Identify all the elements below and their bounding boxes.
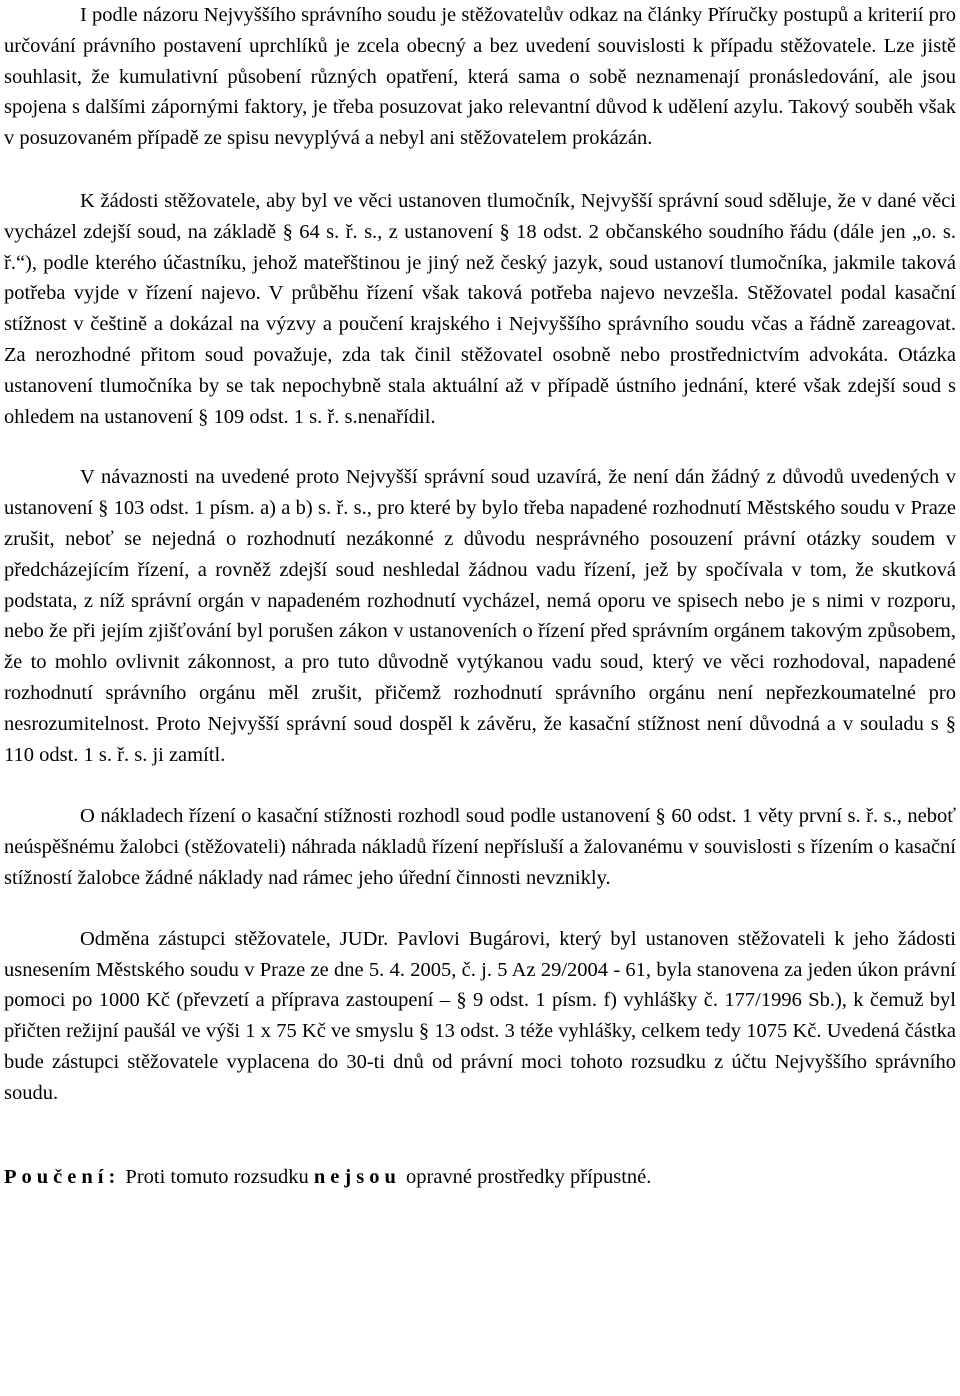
instruction-text-after: opravné prostředky přípustné. [406,1165,652,1188]
document-page [4,0,956,1192]
paragraph-attorney-fee: Odměna zástupci stěžovatele, JUDr. Pavlovi Bugárovi, který byl ustanoven stěžovateli k jeho žádosti usnesením Městského soudu v Praze ze dne 5. 4. 2005, č. j. 5 Az 29/2004 - 61, byla stanovena za jeden úkon právní pomoci po 1000 Kč (převzetí a příprava zastoupení – § 9 odst. 1 písm. f) vyhlášky č. 177/1996 Sb.), k čemuž byl přičten režijní paušál ve výši 1 x 75 Kč ve smyslu § 13 odst. 3 téže vyhlášky, celkem tedy 1075 Kč. Uvedená částka bude zástupci stěžovatele vyplacena do 30-ti dnů od právní moci tohoto rozsudku z účtu Nejvyššího správního soudu. [4,927,956,1104]
paragraph-conclusion: V návaznosti na uvedené proto Nejvyšší správní soud uzavírá, že není dán žádný z důvodů uvedených v ustanovení § 103 odst. 1 písm. a) a b) s. ř. s., pro které by bylo třeba napadené rozhodnutí Městského soudu v Praze zrušit, neboť se nejedná o rozhodnutí nezákonné z důvodu nesprávného posouzení právní otázky soudem v předcházejícím řízení, a rovněž zdejší soud neshledal žádnou vadu řízení, jež by spočívala v tom, že skutková podstata, z níž správní orgán v napadeném rozhodnutí vycházel, nemá oporu ve spisech nebo je s nimi v rozporu, nebo že při jejím zjišťování byl porušen zákon v ustanoveních o řízení před správním orgánem takovým způsobem, že to mohlo ovlivnit zákonnost, a pro tuto důvodně vytýkanou vadu soud, který ve věci rozhodoval, napadené rozhodnutí správního orgánu měl zrušit, přičemž rozhodnutí správního orgánu není nepřezkoumatelné pro nesrozumitelnost. Proto Nejvyšší správní soud dospěl k závěru, že kasační stížnost není důvodná a v souladu s § 110 odst. 1 s. ř. s. ji zamítl. [4,466,956,766]
instruction-label: Poučení: [4,1165,121,1188]
paragraph-asylum-assessment: I podle názoru Nejvyššího správního soudu je stěžovatelův odkaz na články Příručky postupů a kriterií pro určování právního postavení uprchlíků je zcela obecný a bez uvedení souvislosti k případu stěžovatele. Lze jistě souhlasit, že kumulativní působení různých opatření, která sama o sobě neznamenají pronásledování, ale jsou spojena s dalšími zápornými faktory, je třeba posuzovat jako relevantní důvod k udělení azylu. Takový souběh však v posuzovaném případě ze spisu nevyplývá a nebyl ani stěžovatelem prokázán. [4,4,956,150]
instruction-emphasis: nejsou [313,1165,401,1188]
paragraph-interpreter-request: K žádosti stěžovatele, aby byl ve věci ustanoven tlumočník, Nejvyšší správní soud sděluje, že v dané věci vycházel zdejší soud, na základě § 64 s. ř. s., z ustanovení § 18 odst. 2 občanského soudního řádu (dále jen „o. s. ř.“), podle kterého účastníku, jehož mateřštinou je jiný než český jazyk, soud ustanoví tlumočníka, jakmile taková potřeba vyjde v řízení najevo. V průběhu řízení však taková potřeba najevo nevzešla. Stěžovatel podal kasační stížnost v češtině a dokázal na výzvy a poučení krajského i Nejvyššího správního soudu včas a řádně zareagovat. Za nerozhodné přitom soud považuje, zda tak činil stěžovatel osobně nebo prostřednictvím advokáta. Otázka ustanovení tlumočníka by se tak nepochybně stala aktuální až v případě ústního jednání, které však zdejší soud s ohledem na ustanovení § 109 odst. 1 s. ř. s.nenařídil. [4,189,956,428]
paragraph-costs: O nákladech řízení o kasační stížnosti rozhodl soud podle ustanovení § 60 odst. 1 věty první s. ř. s., neboť neúspěšnému žalobci (stěžovateli) náhrada nákladů řízení nepřísluší a žalovanému v souvislosti s řízením o kasační stížností žalobce žádné náklady nad rámec jeho úřední činnosti nevznikly. [4,805,956,889]
instruction-text-before: Proti tomuto rozsudku [125,1165,309,1188]
legal-instruction [4,1162,956,1193]
